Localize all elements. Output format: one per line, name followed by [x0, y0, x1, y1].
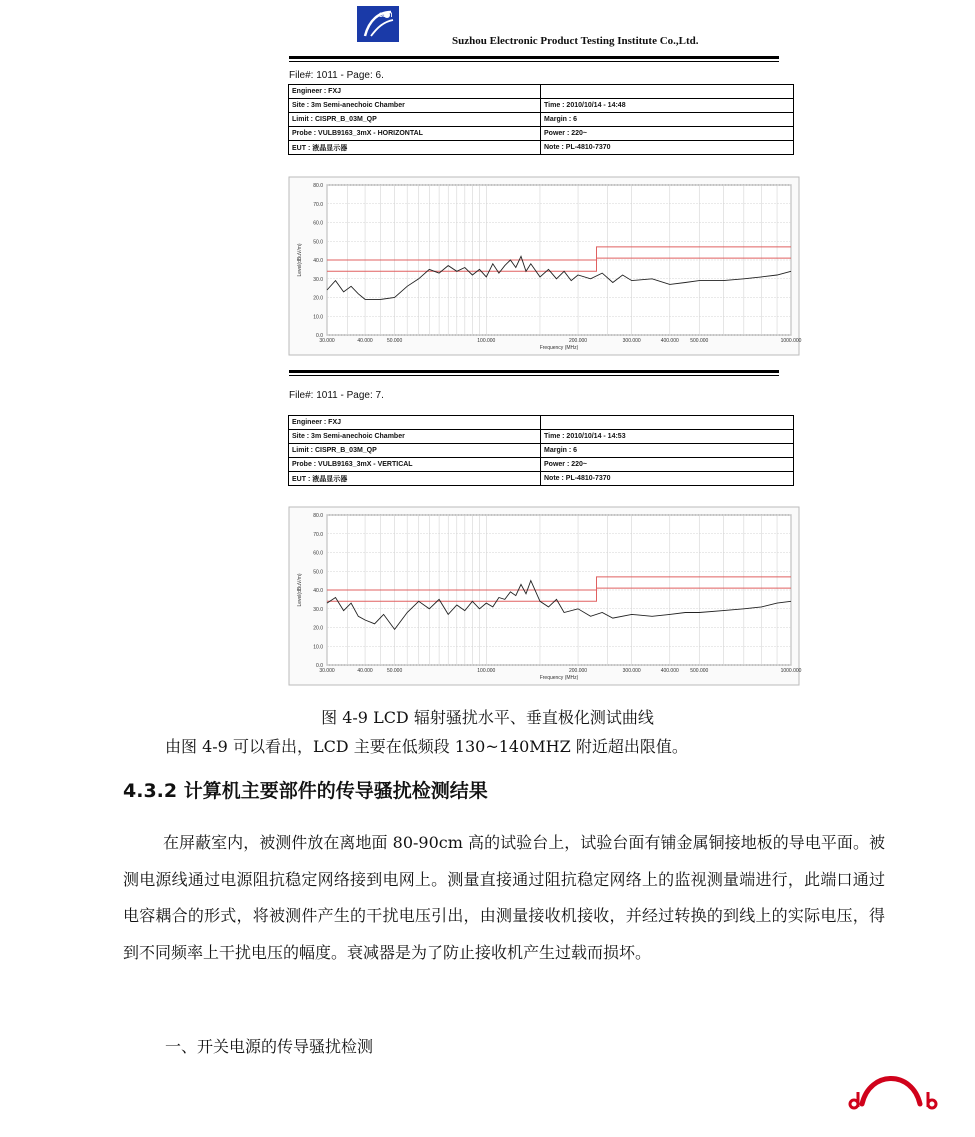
y-tick-label: 70.0 [313, 531, 323, 538]
x-tick-label: 30.000 [319, 668, 335, 674]
svg-text:SETI: SETI [379, 13, 393, 19]
probe-cell: Probe : VULB9163_3mX - VERTICAL [289, 458, 541, 472]
section-rule-thin [289, 375, 779, 376]
site-cell: Site : 3m Semi-anechoic Chamber [289, 430, 541, 444]
site-cell: Site : 3m Semi-anechoic Chamber [289, 99, 541, 113]
section-title: 4.3.2 计算机主要部件的传导骚扰检测结果 [123, 780, 488, 802]
y-tick-label: 80.0 [313, 183, 323, 189]
x-axis-label: Frequency (MHz) [539, 345, 579, 351]
margin-cell: Margin : 6 [541, 113, 794, 127]
power-cell: Power : 220~ [541, 127, 794, 141]
time-cell: Time : 2010/10/14 - 14:53 [541, 430, 794, 444]
y-tick-label: 10.0 [313, 314, 323, 321]
y-tick-label: 30.0 [313, 606, 323, 613]
x-tick-label: 50.000 [386, 668, 403, 674]
y-tick-label: 20.0 [313, 625, 323, 632]
conclusion-line: 由图 4-9 可以看出，LCD 主要在低频段 130~140MHZ 附近超出限值。 [165, 737, 688, 756]
x-tick-label: 1000.000 [780, 338, 802, 344]
file-label-1: File#: 1011 - Page: 6. [289, 70, 384, 81]
x-tick-label: 30.000 [319, 338, 335, 344]
y-tick-label: 40.0 [313, 258, 323, 264]
report-info-table-2 [288, 415, 794, 486]
engineer-cell: Engineer : FXJ [289, 85, 541, 99]
y-tick-label: 50.0 [313, 569, 323, 576]
company-name: Suzhou Electronic Product Testing Institute Co.,Ltd. [452, 35, 699, 47]
x-tick-label: 100.000 [477, 338, 496, 344]
y-tick-label: 60.0 [313, 550, 323, 557]
header-rule [289, 56, 779, 59]
report-info-table-1 [288, 84, 794, 155]
body-paragraph: 在屏蔽室内，被测件放在离地面 80-90cm 高的试验台上，试验台面有铺金属铜接地板的导电平面。被测电源线通过电源阻抗稳定网络接到电网上。测量直接通过阻抗稳定网络上的监视测量端进行，此端口通过电容耦合的形式，将被测件产生的干扰电压引出，由测量接收机接收，并经过转换的到线上的实际电压，得到不同频率上干扰电压的幅度。衰减器是为了防止接收机产生过载而损坏。 [123, 833, 885, 962]
empty-cell [541, 416, 794, 430]
x-tick-label: 200.000 [568, 338, 588, 344]
x-tick-label: 100.000 [477, 668, 496, 674]
y-tick-label: 10.0 [313, 644, 323, 651]
y-tick-label: 40.0 [313, 588, 323, 594]
power-cell: Power : 220~ [541, 458, 794, 472]
y-axis-label: Level(dBuV/m) [297, 243, 303, 277]
x-tick-label: 500.000 [690, 338, 709, 344]
y-axis-label: Level(dBuV/m) [297, 573, 303, 607]
eut-cell: EUT : 液晶显示器 [289, 472, 541, 486]
figure-caption: 图 4-9 LCD 辐射骚扰水平、垂直极化测试曲线 [321, 708, 654, 727]
seti-logo-icon [357, 6, 399, 42]
y-tick-label: 20.0 [313, 295, 323, 302]
x-tick-label: 40.000 [357, 338, 373, 344]
x-tick-label: 200.000 [568, 668, 588, 674]
engineer-cell: Engineer : FXJ [289, 416, 541, 430]
probe-cell: Probe : VULB9163_3mX - HORIZONTAL [289, 127, 541, 141]
empty-cell [541, 85, 794, 99]
x-tick-label: 1000.000 [780, 668, 802, 674]
y-tick-label: 30.0 [313, 276, 323, 283]
note-cell: Note : PL-4810-7370 [541, 141, 794, 155]
time-cell: Time : 2010/10/14 - 14:48 [541, 99, 794, 113]
y-tick-label: 0.0 [316, 663, 323, 669]
x-tick-label: 50.000 [386, 338, 403, 344]
limit-cell: Limit : CISPR_B_03M_QP [289, 113, 541, 127]
y-tick-label: 0.0 [316, 333, 323, 339]
emission-chart-vertical [289, 507, 802, 685]
y-tick-label: 50.0 [313, 239, 323, 246]
y-tick-label: 80.0 [313, 513, 323, 519]
x-tick-label: 400.000 [660, 338, 679, 344]
x-tick-label: 300.000 [622, 338, 641, 344]
x-tick-label: 400.000 [660, 668, 679, 674]
corner-logo-icon [840, 1060, 940, 1120]
note-cell: Note : PL-4810-7370 [541, 472, 794, 486]
eut-cell: EUT : 液晶显示器 [289, 141, 541, 155]
x-axis-label: Frequency (MHz) [539, 675, 579, 681]
section-rule [289, 370, 779, 373]
margin-cell: Margin : 6 [541, 444, 794, 458]
x-tick-label: 300.000 [622, 668, 641, 674]
x-tick-label: 40.000 [357, 668, 373, 674]
x-tick-label: 500.000 [690, 668, 709, 674]
emission-chart-horizontal [289, 177, 802, 355]
limit-cell: Limit : CISPR_B_03M_QP [289, 444, 541, 458]
file-label-2: File#: 1011 - Page: 7. [289, 390, 384, 401]
header-rule-thin [289, 61, 779, 62]
subsection-heading: 一、开关电源的传导骚扰检测 [165, 1037, 374, 1056]
y-tick-label: 60.0 [313, 220, 323, 227]
y-tick-label: 70.0 [313, 201, 323, 208]
